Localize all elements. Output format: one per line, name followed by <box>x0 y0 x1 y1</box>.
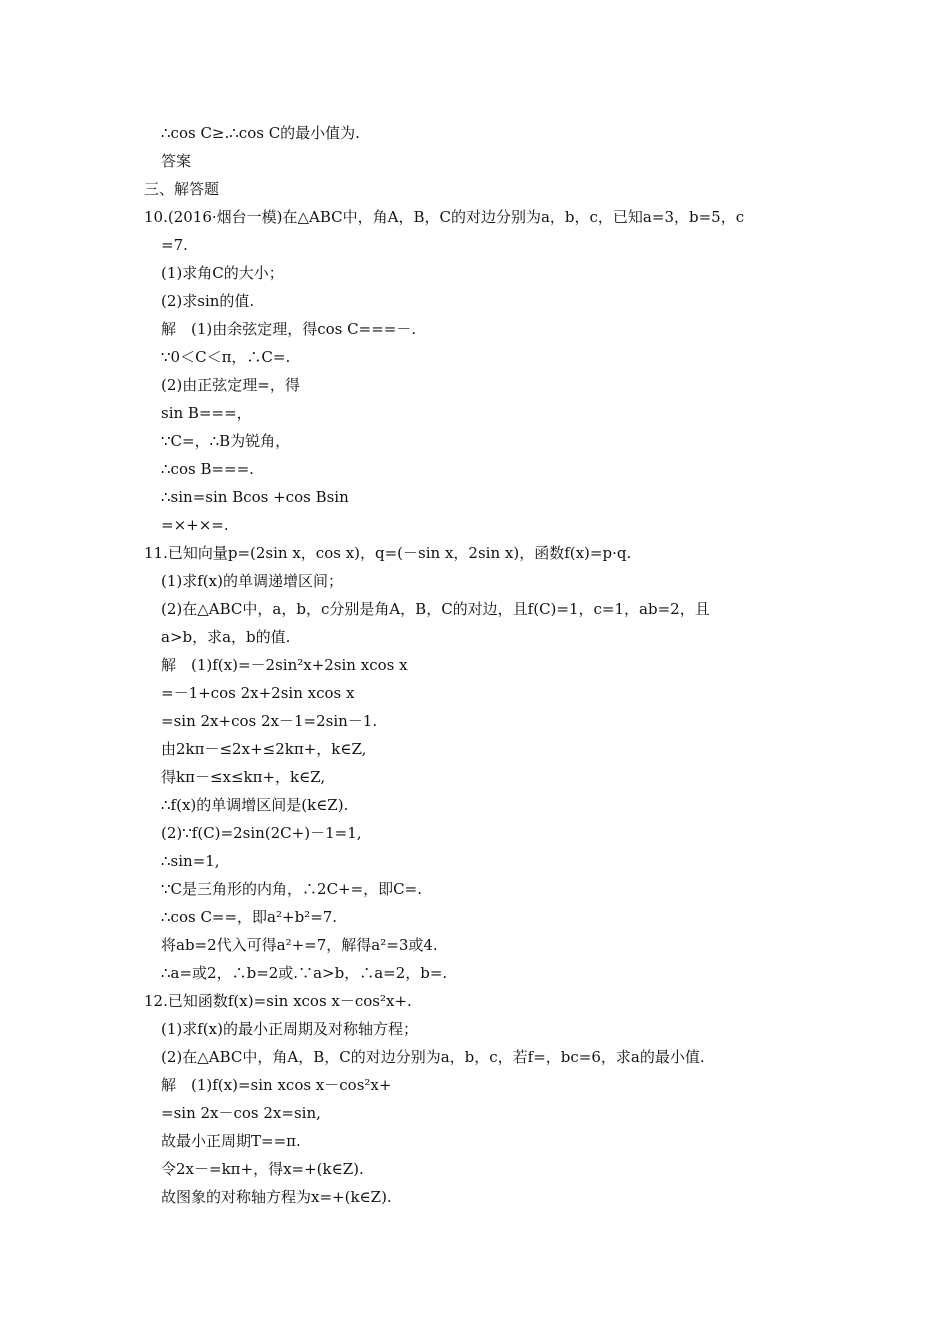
solution-line: =－1+cos 2x+2sin xcos x <box>161 684 355 702</box>
solution-line: 由2kπ－≤2x+≤2kπ+，k∈Z, <box>161 740 367 758</box>
solution-line: 故图象的对称轴方程为x=+(k∈Z). <box>161 1188 392 1206</box>
section-heading: 三、解答题 <box>144 180 220 198</box>
problem-10-part-1: (1)求角C的大小； <box>161 264 284 282</box>
solution-line: (2)∵f(C)=2sin(2C+)－1=1, <box>161 824 362 842</box>
problem-12-part-2: (2)在△ABC中，角A，B，C的对边分别为a，b，c，若f=，bc=6，求a的最小值. <box>161 1048 705 1066</box>
solution-line: 得kπ－≤x≤kπ+，k∈Z, <box>161 768 326 786</box>
solution-line: 解 (1)f(x)=－2sin²x+2sin xcos x <box>161 656 408 674</box>
problem-10-part-2: (2)求sin的值. <box>161 292 255 310</box>
solution-line: 令2x－=kπ+，得x=+(k∈Z). <box>161 1160 364 1178</box>
text-line: ∴cos C≥.∴cos C的最小值为. <box>161 124 360 142</box>
problem-11-part-1: (1)求f(x)的单调递增区间； <box>161 572 343 590</box>
solution-line: ∴cos C==，即a²+b²=7. <box>161 908 338 926</box>
solution-line: ∵C是三角形的内角，∴2C+=，即C=. <box>161 880 422 898</box>
solution-line: ∴f(x)的单调增区间是(k∈Z). <box>161 796 349 814</box>
problem-12-part-1: (1)求f(x)的最小正周期及对称轴方程； <box>161 1020 418 1038</box>
solution-line: ∵C=，∴B为锐角， <box>161 432 291 450</box>
solution-line: ∴sin=sin Bcos +cos Bsin <box>161 488 349 506</box>
solution-line: (2)由正弦定理=，得 <box>161 376 300 394</box>
problem-10-statement: 10.(2016·烟台一模)在△ABC中，角A，B，C的对边分别为a，b，c，已知a=3，b=5，c <box>144 208 745 226</box>
problem-11-part-2: (2)在△ABC中，a，b，c分别是角A，B，C的对边，且f(C)=1，c=1，ab=2，且 <box>161 600 710 618</box>
solution-line: 解 (1)f(x)=sin xcos x－cos²x+ <box>161 1076 392 1094</box>
solution-line: 解 (1)由余弦定理，得cos C===－. <box>161 320 417 338</box>
solution-line: =sin 2x－cos 2x=sin, <box>161 1104 321 1122</box>
solution-line: sin B===， <box>161 404 252 422</box>
problem-11-statement: 11.已知向量p=(2sin x，cos x)，q=(－sin x，2sin x)，函数f(x)=p·q. <box>144 544 632 562</box>
solution-line: ∴sin=1, <box>161 852 220 870</box>
solution-line: 故最小正周期T==π. <box>161 1132 301 1150</box>
solution-line: ∵0＜C＜π，∴C=. <box>161 348 291 366</box>
solution-line: 将ab=2代入可得a²+=7，解得a²=3或4. <box>161 936 438 954</box>
problem-11-part-2-cont: a>b，求a，b的值. <box>161 628 291 646</box>
solution-line: ∴cos B===. <box>161 460 254 478</box>
answer-label: 答案 <box>161 152 192 170</box>
problem-10-statement-cont: =7. <box>161 236 188 254</box>
solution-line: ∴a=或2，∴b=2或.∵a>b，∴a=2，b=. <box>161 964 448 982</box>
problem-12-statement: 12.已知函数f(x)=sin xcos x－cos²x+. <box>144 992 412 1010</box>
solution-line: =×+×=. <box>161 516 229 534</box>
solution-line: =sin 2x+cos 2x－1=2sin－1. <box>161 712 378 730</box>
